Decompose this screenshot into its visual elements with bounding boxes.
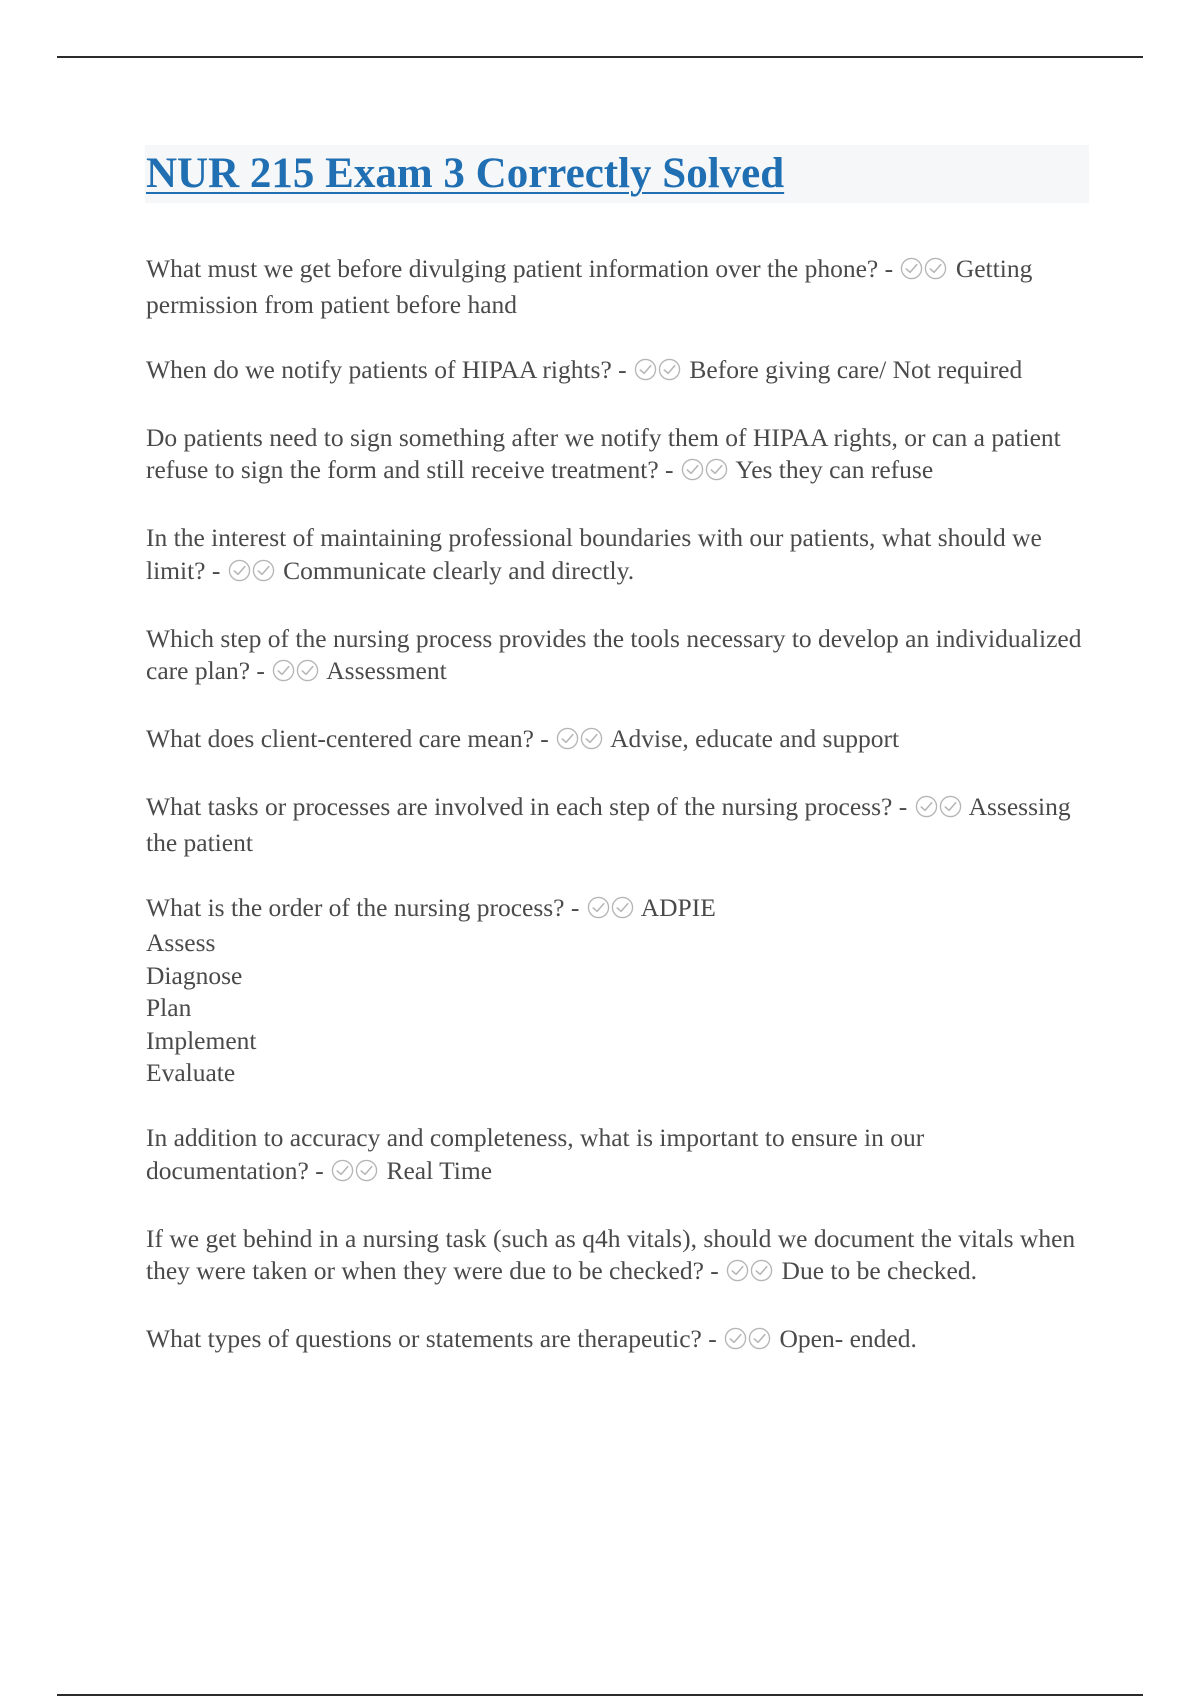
- question-text: In addition to accuracy and completeness, what is important to ensure in our documentation? -: [146, 1123, 925, 1185]
- question-text: What tasks or processes are involved in each step of the nursing process? -: [146, 792, 908, 821]
- qa-item: [146, 1223, 1091, 1291]
- answer-line: Assess: [146, 928, 216, 957]
- question-text: What types of questions or statements are therapeutic? -: [146, 1324, 717, 1353]
- double-check-icon: [681, 457, 729, 490]
- answer-text: Real Time: [386, 1155, 493, 1185]
- qa-item: [146, 1122, 1091, 1190]
- double-check-icon: [726, 1258, 774, 1291]
- bottom-rule: [57, 1694, 1143, 1696]
- answer-text: Due to be checked.: [781, 1256, 977, 1285]
- qa-item: [146, 723, 1091, 759]
- double-check-icon: [331, 1158, 379, 1191]
- qa-item: [146, 791, 1091, 859]
- question-text: Do patients need to sign something after we notify them of HIPAA rights, or can a patient refuse to sign the form and still receive treatment? -: [146, 422, 1061, 484]
- question-text: Which step of the nursing process provides the tools necessary to develop an individualized care plan? -: [146, 623, 1082, 685]
- double-check-icon: [587, 895, 635, 928]
- top-rule: [57, 56, 1143, 58]
- double-check-icon: [724, 1326, 772, 1359]
- question-text: If we get behind in a nursing task (such as q4h vitals), should we document the vitals when they were taken or when they were due to be checked? -: [146, 1223, 1076, 1285]
- answer-text: Getting permission from patient before hand: [146, 254, 1033, 319]
- question-text: In the interest of maintaining professional boundaries with our patients, what should we limit? -: [146, 523, 1042, 585]
- qa-item: [146, 354, 1091, 390]
- question-text: What is the order of the nursing process? -: [146, 892, 580, 922]
- double-check-icon: [556, 726, 604, 759]
- qa-item: [146, 253, 1091, 321]
- answer-line: Implement: [146, 1025, 257, 1055]
- answer-text: Assessment: [326, 656, 447, 685]
- double-check-icon: [272, 658, 320, 691]
- question-text: What must we get before divulging patient information over the phone? -: [146, 254, 894, 283]
- qa-item: [146, 422, 1091, 490]
- qa-item: [146, 623, 1091, 691]
- answer-line: Plan: [146, 993, 192, 1022]
- answer-text: Before giving care/ Not required: [689, 354, 1023, 384]
- answer-text: Assessing the patient: [146, 792, 1071, 857]
- answer-text: ADPIE: [640, 892, 716, 922]
- answer-text: Advise, educate and support: [610, 724, 900, 753]
- double-check-icon: [915, 794, 963, 827]
- double-check-icon: [634, 357, 682, 390]
- answer-text: Open- ended.: [779, 1324, 917, 1353]
- double-check-icon: [228, 558, 276, 591]
- answer-text: Yes they can refuse: [735, 455, 934, 484]
- qa-item: [146, 1323, 1091, 1359]
- question-text: What does client-centered care mean? -: [146, 724, 549, 753]
- document-title: NUR 215 Exam 3 Correctly Solved: [146, 150, 785, 197]
- double-check-icon: [900, 256, 948, 289]
- answer-line: Evaluate: [146, 1058, 236, 1087]
- qa-item: [146, 522, 1091, 590]
- question-text: When do we notify patients of HIPAA rights? -: [146, 354, 627, 384]
- answer-line: Diagnose: [146, 960, 243, 990]
- qa-item: [146, 892, 1091, 1090]
- answer-text: Communicate clearly and directly.: [283, 555, 635, 585]
- qa-list: [146, 253, 1091, 1391]
